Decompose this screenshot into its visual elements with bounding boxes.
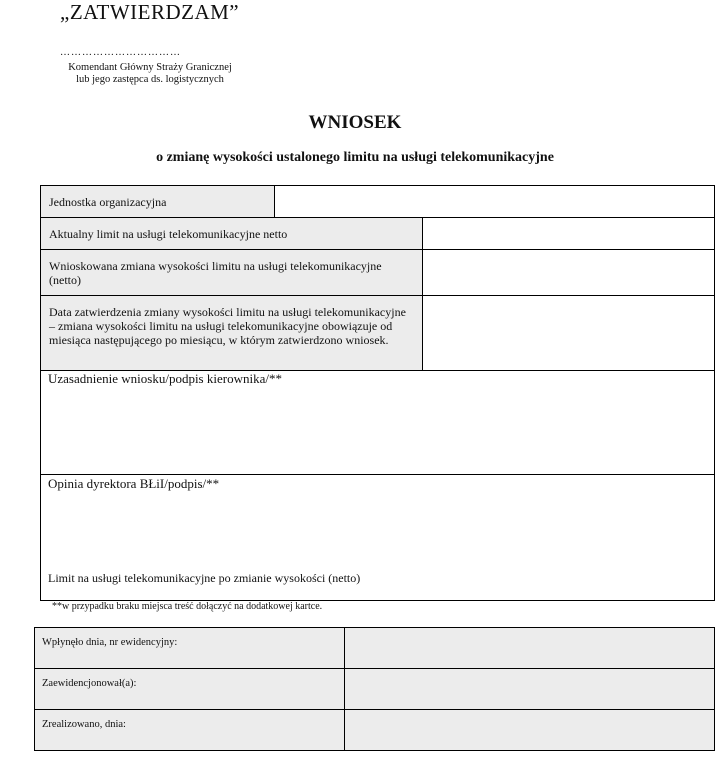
limit-after-label: Limit na usługi telekomunikacyjne po zmianie wysokości (netto) [48,571,361,585]
approval-date-label: Data zatwierdzenia zmiany wysokości limitu na usługi telekomunikacyjne – zmiana wysokości limitu na usługi telekomunikacyjne obowiązuje od miesiąca następującego po miesiącu, w którym zatwierdzono wniosek. [41,296,423,370]
received-label: Wpłynęło dnia, nr ewidencyjny: [35,628,345,668]
document-title: WNIOSEK [308,112,402,133]
current-limit-label: Aktualny limit na usługi telekomunikacyjne netto [41,218,423,249]
justification-label: Uzasadnienie wniosku/podpis kierownika/** [48,371,282,386]
signature-line: …………………………… [60,47,181,58]
current-limit-field[interactable] [423,218,714,249]
unit-field[interactable] [275,186,714,217]
signer-line-1: Komendant Główny Straży Granicznej [68,62,232,73]
justification-row[interactable] [41,371,714,475]
received-field[interactable] [345,628,714,668]
approval-date-row [41,296,714,371]
footnote: **w przypadku braku miejsca treść dołączyć na dodatkowej kartce. [52,601,323,612]
registered-by-field[interactable] [345,669,714,709]
registry-completed-row [35,710,714,750]
requested-change-row [41,250,714,296]
signer-line-2: lub jego zastępca ds. logistycznych [76,74,224,85]
current-limit-row [41,218,714,250]
registry-registered-row [35,669,714,710]
registered-by-label: Zaewidencjonował(a): [35,669,345,709]
document-subtitle: o zmianę wysokości ustalonego limitu na usługi telekomunikacyjne [156,150,554,165]
requested-change-label: Wnioskowana zmiana wysokości limitu na usługi telekomunikacyjne (netto) [41,250,423,295]
request-form [40,185,715,601]
requested-change-field[interactable] [423,250,714,295]
opinion-label: Opinia dyrektora BŁiI/podpis/** [48,476,220,491]
completed-field[interactable] [345,710,714,750]
approval-date-field[interactable] [423,296,714,370]
registry-table [34,627,715,751]
signer-block [50,62,250,86]
unit-label: Jednostka organizacyjna [41,186,275,217]
registry-received-row [35,628,714,669]
unit-row [41,186,714,218]
completed-label: Zrealizowano, dnia: [35,710,345,750]
approval-title: „ZATWIERDZAM” [60,0,240,24]
